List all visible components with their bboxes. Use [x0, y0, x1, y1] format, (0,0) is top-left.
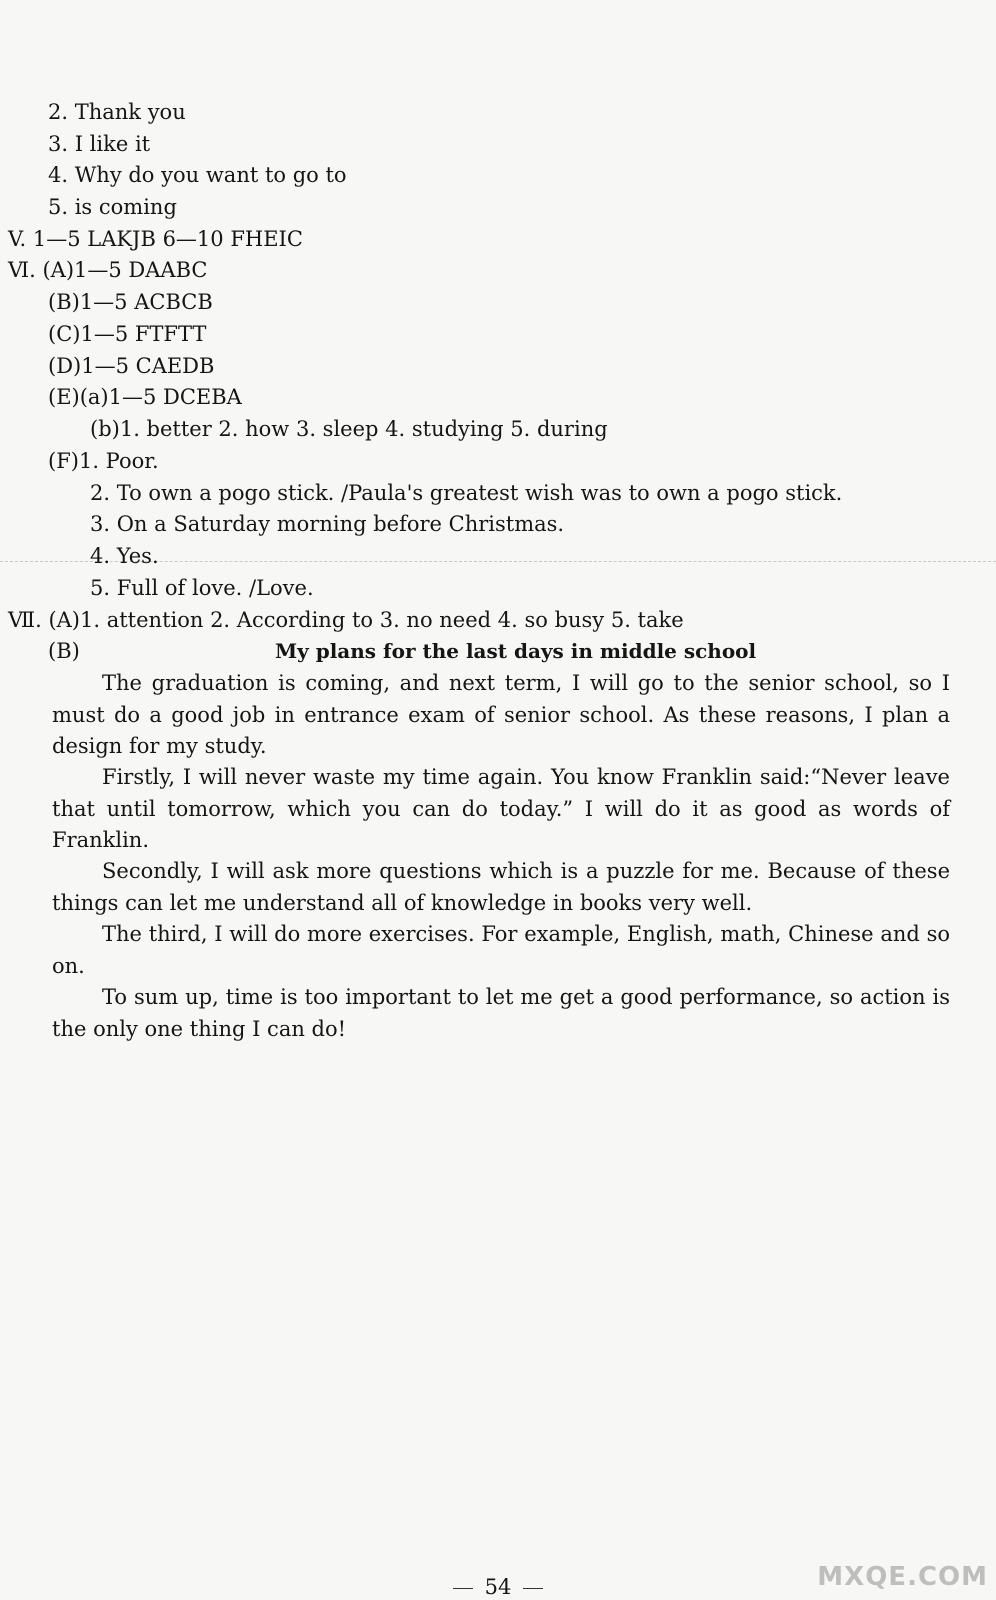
- answer-vi-f-4: 4. Yes.: [90, 544, 159, 568]
- essay-paragraph-1: The graduation is coming, and next term, I will go to the senior school, so I must do a good job in entrance exam of senior school. As these reasons, I plan a design for my study.: [52, 671, 950, 758]
- essay-paragraph-4: The third, I will do more exercises. For example, English, math, Chinese and so on.: [52, 922, 950, 978]
- answer-vi-f-5: 5. Full of love. /Love.: [90, 576, 314, 600]
- answer-vi-c: (C)1—5 FTFTT: [48, 322, 207, 346]
- answer-iv-2: 2. Thank you: [48, 100, 186, 124]
- answer-vi-b: (B)1—5 ACBCB: [48, 290, 213, 314]
- answer-section-v: V. 1—5 LAKJB 6—10 FHEIC: [8, 227, 303, 251]
- essay-paragraph-2: Firstly, I will never waste my time again. You know Franklin said:“Never leave that until tomorrow, which you can do today.” I will do it as good as words of Franklin.: [52, 765, 950, 852]
- answer-iv-3: 3. I like it: [48, 132, 151, 156]
- answer-iv-5: 5. is coming: [48, 195, 177, 219]
- answer-vii-b-label: (B): [48, 639, 80, 663]
- footer-dash-right: [523, 1588, 543, 1589]
- answer-section-vi-a: Ⅵ. (A)1—5 DAABC: [8, 258, 208, 282]
- watermark-logo: MXQE.COM: [817, 1562, 988, 1592]
- footer-dash-left: [453, 1588, 473, 1589]
- essay-title: My plans for the last days in middle school: [275, 639, 757, 663]
- answer-vi-e-b: (b)1. better 2. how 3. sleep 4. studying 5. during: [90, 417, 608, 441]
- essay-paragraph-5: To sum up, time is too important to let me get a good performance, so action is the only one thing I can do!: [52, 985, 950, 1041]
- answer-vi-d: (D)1—5 CAEDB: [48, 354, 215, 378]
- answer-vi-e-a: (E)(a)1—5 DCEBA: [48, 385, 242, 409]
- answer-section-vii-a: Ⅶ. (A)1. attention 2. According to 3. no need 4. so busy 5. take: [8, 608, 684, 632]
- page-number: 54: [484, 1575, 512, 1599]
- essay-paragraph-3: Secondly, I will ask more questions which is a puzzle for me. Because of these things can let me understand all of knowledge in books very well.: [52, 859, 950, 915]
- answer-vi-f-1: (F)1. Poor.: [48, 449, 159, 473]
- answer-vi-f-2: 2. To own a pogo stick. /Paula's greatest wish was to own a pogo stick.: [90, 481, 843, 505]
- answer-iv-4: 4. Why do you want to go to: [48, 163, 347, 187]
- answer-vi-f-3: 3. On a Saturday morning before Christmas.: [90, 512, 565, 536]
